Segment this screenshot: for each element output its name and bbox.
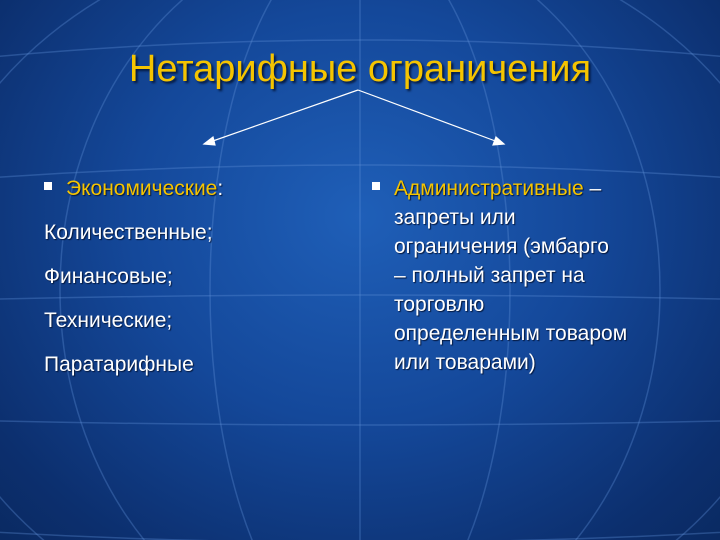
text-line: определенным товаром <box>394 322 628 345</box>
list-item: Технические; <box>44 309 173 332</box>
list-item: Финансовые; <box>44 265 173 288</box>
right-column <box>372 174 692 377</box>
right-bullet <box>372 174 692 377</box>
left-heading-colon: : <box>217 177 224 200</box>
left-heading-label: Экономические <box>66 177 218 200</box>
text-line: ограничения (эмбарго <box>394 235 609 258</box>
right-heading-dash: – <box>583 177 602 200</box>
left-heading <box>66 174 223 203</box>
bullet-icon <box>44 182 52 190</box>
list-item: Паратарифные <box>44 353 194 376</box>
text-line: запреты или <box>394 206 516 229</box>
right-heading: Административные <box>394 177 584 200</box>
text-line: или товарами) <box>394 351 536 374</box>
left-heading-line <box>44 174 344 203</box>
list-item: Количественные; <box>44 221 213 244</box>
slide-title: Нетарифные ограничения <box>128 48 592 90</box>
text-line: – полный запрет на <box>394 264 585 287</box>
bullet-icon <box>372 182 380 190</box>
right-text <box>394 174 627 377</box>
left-column <box>44 174 344 379</box>
text-line: торговлю <box>394 293 485 316</box>
